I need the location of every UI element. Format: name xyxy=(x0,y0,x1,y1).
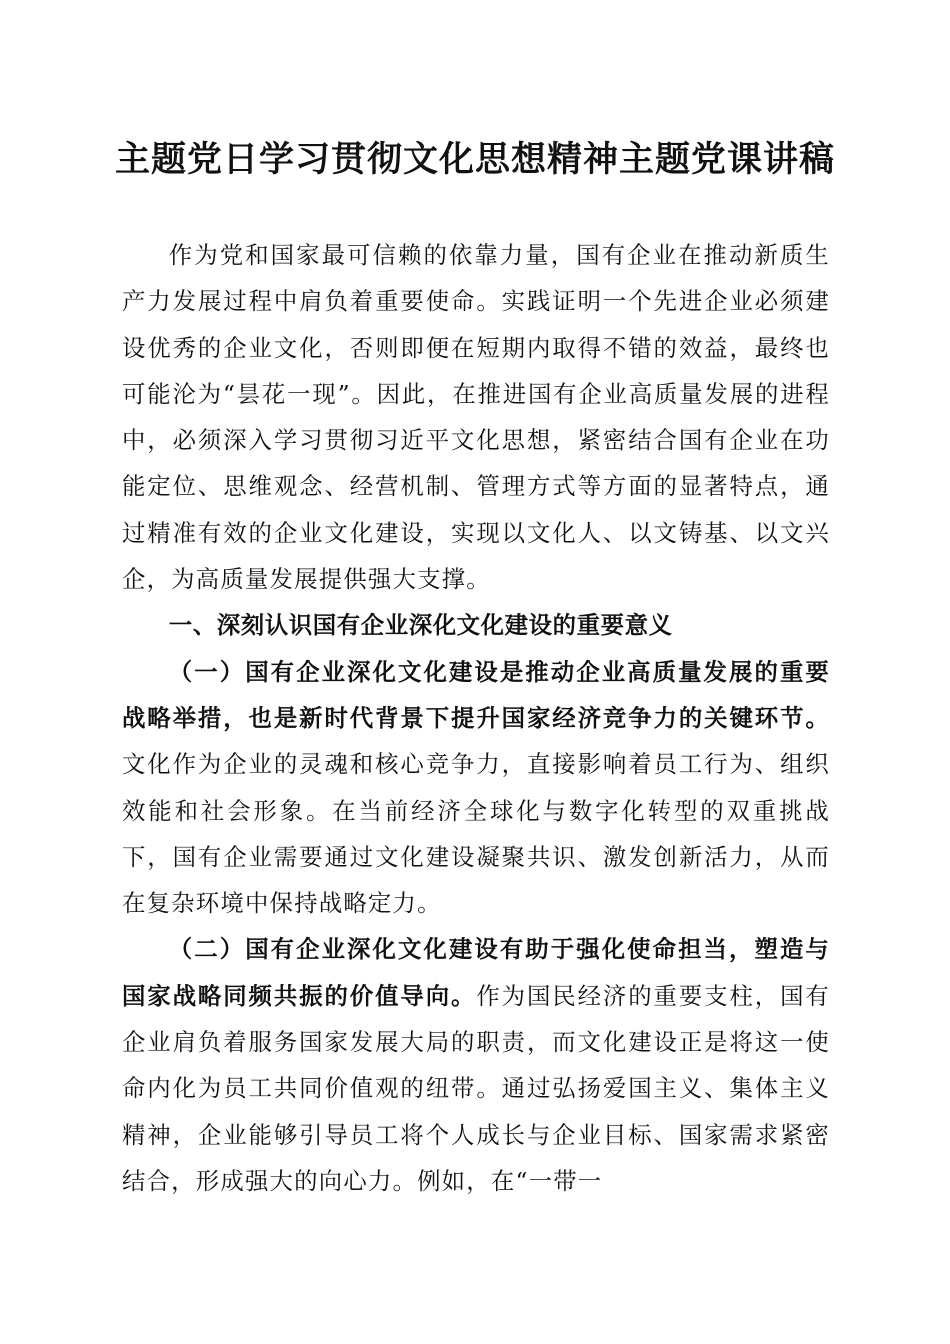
intro-paragraph: 作为党和国家最可信赖的依靠力量，国有企业在推动新质生产力发展过程中肩负着重要使命。实践证明一个先进企业必须建设优秀的企业文化，否则即便在短期内取得不错的效益，最终也可能沦为“昙花一现”。因此，在推进国有企业高质量发展的进程中，必须深入学习贯彻习近平文化思想，紧密结合国有企业在功能定位、思维观念、经营机制、管理方式等方面的显著特点，通过精准有效的企业文化建设，实现以文化人、以文铸基、以文兴企，为高质量发展提供强大支撑。 xyxy=(122,241,830,594)
page-title: 主题党日学习贯彻文化思想精神主题党课讲稿 xyxy=(114,139,835,180)
point-body: 文化作为企业的灵魂和核心竞争力，直接影响着员工行为、组织效能和社会形象。在当前经济全球化与数字化转型的双重挑战下，国有企业需要通过文化建设凝聚共识、激发创新活力，从而在复杂环境中保持战略定力。 xyxy=(122,750,830,918)
document-body xyxy=(122,232,830,1204)
point-lead: （一）国有企业深化文化建设是推动企业高质量发展的重要战略举措，也是新时代背景下提升国家经济竞争力的关键环节。 xyxy=(122,657,830,732)
point-paragraph xyxy=(122,649,830,927)
section-heading: 一、深刻认识国有企业深化文化建设的重要意义 xyxy=(168,611,673,640)
point-lead: （二）国有企业深化文化建设有助于强化使命担当，塑造与国家战略同频共振的价值导向。 xyxy=(122,935,830,1010)
point-body: 作为国民经济的重要支柱，国有企业肩负着服务国家发展大局的职责，而文化建设正是将这一使命内化为员工共同价值观的纽带。通过弘扬爱国主义、集体主义精神，企业能够引导员工将个人成长与企业目标、国家需求紧密结合，形成强大的向心力。例如，在“一带一 xyxy=(122,981,830,1195)
point-paragraph xyxy=(122,926,830,1204)
